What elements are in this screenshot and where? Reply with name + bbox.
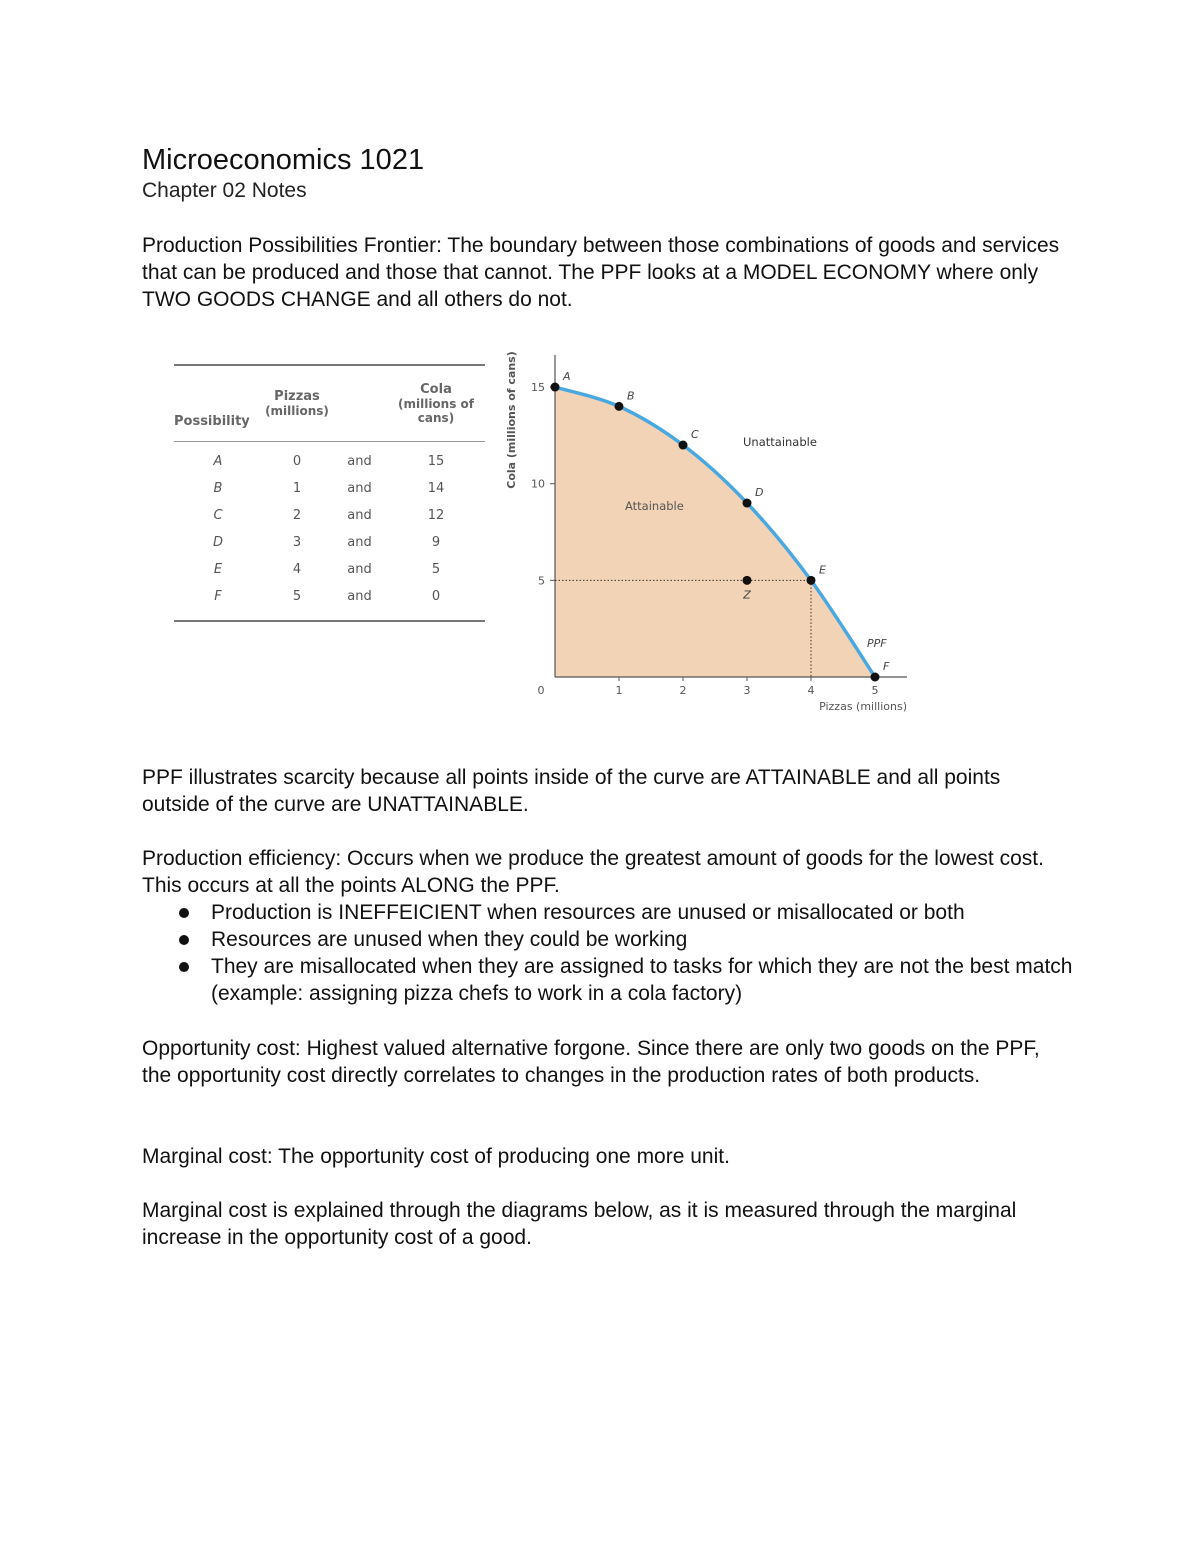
x-tick-label: 3 bbox=[743, 684, 751, 697]
cell-cola: 5 bbox=[431, 562, 441, 577]
bullet-icon bbox=[179, 935, 189, 945]
cell-and: and bbox=[347, 508, 372, 523]
cell-cola: 14 bbox=[427, 481, 445, 496]
ppf-definition: Production Possibilities Frontier: The boundary between those combinations of goods and services that can be produced and those that cannot. The PPF looks at a MODEL ECONOMY where only TWO GOODS CHANGE and all others do not. bbox=[142, 234, 1060, 311]
efficiency-paragraph: Production efficiency: Occurs when we produce the greatest amount of goods for the lowest cost. This occurs at all the points ALONG the PPF. bbox=[142, 847, 1044, 897]
ppf-point-label: E bbox=[819, 563, 826, 577]
inefficient-point-label: Z bbox=[743, 588, 751, 602]
cell-pizzas: 1 bbox=[292, 481, 302, 496]
ppf-point bbox=[679, 441, 688, 450]
cell-and: and bbox=[347, 454, 372, 469]
marginal-cost-paragraph: Marginal cost: The opportunity cost of producing one more unit. bbox=[142, 1145, 730, 1168]
header-pizzas-label: Pizzas bbox=[274, 389, 320, 404]
header-pizzas-unit: (millions) bbox=[265, 404, 329, 418]
ppf-point bbox=[871, 673, 880, 682]
cell-pizzas: 0 bbox=[292, 454, 302, 469]
cell-possibility: F bbox=[214, 589, 222, 604]
bullet-icon bbox=[179, 962, 189, 972]
ppf-figure bbox=[170, 350, 920, 720]
efficiency-bullet-list bbox=[142, 899, 1082, 1007]
attainable-region bbox=[555, 387, 875, 677]
cell-cola: 15 bbox=[427, 454, 445, 469]
table-row bbox=[174, 556, 485, 583]
cell-cola: 12 bbox=[427, 508, 445, 523]
ppf-point-label: F bbox=[883, 660, 890, 673]
cell-cola: 9 bbox=[431, 535, 441, 550]
table-header-row bbox=[174, 365, 485, 442]
cell-possibility: D bbox=[212, 535, 223, 550]
document-title: Microeconomics 1021 bbox=[142, 144, 425, 176]
cell-and: and bbox=[347, 589, 372, 604]
cell-and: and bbox=[347, 535, 372, 550]
table-row bbox=[174, 442, 485, 476]
header-possibility: Possibility bbox=[174, 414, 250, 429]
header-cola-unit: (millions of cans) bbox=[397, 397, 474, 425]
bullet-text: Resources are unused when they could be working bbox=[211, 928, 688, 951]
ppf-chart bbox=[495, 350, 915, 720]
header-cola-label: Cola bbox=[420, 382, 452, 397]
ppf-point-label: A bbox=[563, 370, 571, 384]
bullet-icon bbox=[179, 908, 189, 918]
cell-possibility: B bbox=[213, 481, 223, 496]
y-tick-label: 10 bbox=[531, 477, 545, 491]
list-item bbox=[142, 926, 1082, 953]
list-item bbox=[142, 899, 1082, 926]
ppf-point-label: B bbox=[627, 389, 635, 403]
cell-pizzas: 2 bbox=[292, 508, 302, 523]
inefficient-point bbox=[743, 576, 752, 585]
cell-possibility: A bbox=[213, 454, 223, 469]
bullet-text: Production is INEFFEICIENT when resources are unused or misallocated or both bbox=[211, 901, 965, 924]
table-row bbox=[174, 583, 485, 621]
x-tick-label: 2 bbox=[679, 684, 687, 697]
scarcity-paragraph: PPF illustrates scarcity because all points inside of the curve are ATTAINABLE and all points outside of the curve are UNATTAINABLE. bbox=[142, 766, 1001, 816]
table-row bbox=[174, 529, 485, 556]
bullet-text: They are misallocated when they are assigned to tasks for which they are not the best match (example: assigning pizza chefs to work in a cola factory) bbox=[211, 955, 1073, 1005]
header-cola bbox=[387, 365, 485, 442]
cell-and: and bbox=[347, 481, 372, 496]
x-tick-label: 5 bbox=[871, 684, 879, 697]
x-tick-label: 0 bbox=[537, 684, 545, 697]
cell-pizzas: 4 bbox=[292, 562, 302, 577]
x-axis-label: Pizzas (millions) bbox=[819, 700, 907, 713]
y-axis-label: Cola (millions of cans) bbox=[505, 351, 518, 489]
possibilities-table bbox=[174, 364, 485, 622]
cell-cola: 0 bbox=[431, 589, 441, 604]
cell-possibility: C bbox=[213, 508, 223, 523]
ppf-point bbox=[807, 576, 816, 585]
table-row bbox=[174, 502, 485, 529]
document-subtitle: Chapter 02 Notes bbox=[142, 179, 307, 202]
ppf-point-label: D bbox=[755, 486, 764, 500]
ppf-point-label: C bbox=[691, 428, 699, 442]
ppf-point bbox=[743, 499, 752, 508]
ppf-point bbox=[551, 383, 560, 392]
table-row bbox=[174, 475, 485, 502]
attainable-label: Attainable bbox=[625, 499, 684, 513]
opportunity-cost-paragraph: Opportunity cost: Highest valued alternative forgone. Since there are only two goods on the PPF, the opportunity cost directly correlates to changes in the production rates of both products. bbox=[142, 1037, 1040, 1087]
cell-and: and bbox=[347, 562, 372, 577]
list-item bbox=[142, 953, 1082, 1007]
ppf-point bbox=[615, 402, 624, 411]
x-tick-label: 4 bbox=[807, 684, 815, 697]
header-pizzas bbox=[262, 365, 332, 442]
cell-pizzas: 5 bbox=[292, 589, 302, 604]
cell-possibility: E bbox=[213, 562, 223, 577]
cell-pizzas: 3 bbox=[292, 535, 302, 550]
table-body bbox=[174, 442, 485, 622]
y-tick-label: 15 bbox=[531, 381, 545, 395]
x-tick-label: 1 bbox=[615, 684, 623, 697]
marginal-cost-explained-paragraph: Marginal cost is explained through the diagrams below, as it is measured through the marginal increase in the opportunity cost of a good. bbox=[142, 1199, 1017, 1249]
unattainable-label: Unattainable bbox=[743, 435, 817, 449]
ppf-curve-label: PPF bbox=[867, 637, 887, 650]
header-and bbox=[332, 365, 387, 442]
y-tick-label: 5 bbox=[538, 574, 545, 588]
